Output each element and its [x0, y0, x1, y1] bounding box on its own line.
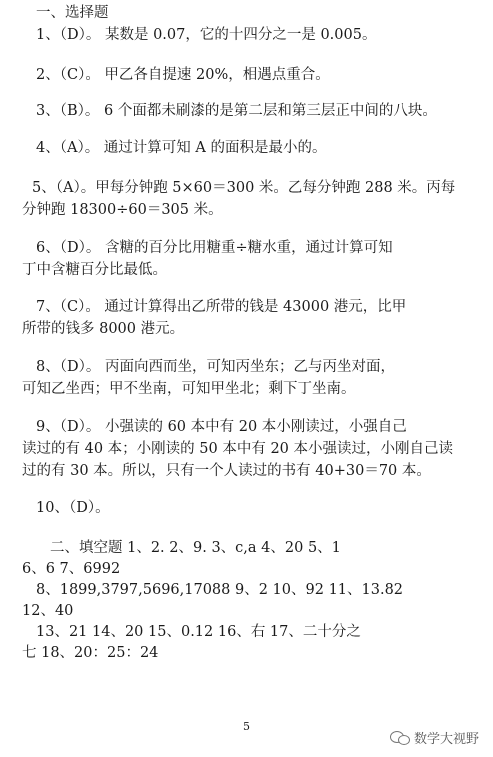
choice-item-6-line-1: 6、（D）。 含糖的百分比用糖重÷糖水重，通过计算可知: [36, 240, 393, 256]
fill-line-2: 6、6 7、6992: [22, 561, 121, 577]
choice-item-10: 10、（D）。: [36, 500, 110, 516]
choice-item-4: 4、（A）。 通过计算可知 A 的面积是最小的。: [36, 140, 327, 156]
choice-item-3: 3、（B）。 6 个面都未刷漆的是第二层和第三层正中间的八块。: [36, 103, 437, 119]
choice-item-7-line-2: 所带的钱多 8000 港元。: [22, 321, 185, 337]
section-title-choice: 一、选择题: [36, 5, 109, 21]
fill-line-1: 二、填空题 1、2. 2、9. 3、c,a 4、20 5、1: [50, 540, 341, 556]
choice-item-9-line-1: 9、（D）。 小强读的 60 本中有 20 本小刚读过，小强自己: [36, 419, 407, 435]
choice-item-8-line-1: 8、（D）。 丙面向西而坐，可知丙坐东；乙与丙坐对面，: [36, 359, 395, 375]
wechat-icon: [390, 730, 410, 746]
choice-item-7-line-1: 7、（C）。 通过计算得出乙所带的钱是 43000 港元，比甲: [36, 299, 407, 315]
watermark-text: 数学大视野: [413, 732, 479, 747]
choice-item-5-line-1: 5、（A）。甲每分钟跑 5×60＝300 米。乙每分钟跑 288 米。丙每: [32, 180, 456, 196]
page-number: 5: [243, 720, 250, 733]
watermark: [390, 728, 479, 747]
choice-item-9-line-2: 读过的有 40 本；小刚读的 50 本中有 20 本小强读过，小刚自己读: [22, 441, 454, 457]
choice-item-2: 2、（C）。 甲乙各自提速 20%，相遇点重合。: [36, 67, 330, 83]
fill-line-3: 8、1899,3797,5696,17088 9、2 10、92 11、13.82: [36, 582, 404, 598]
fill-line-5: 13、21 14、20 15、0.12 16、右 17、二十分之: [36, 624, 361, 640]
choice-item-6-line-2: 丁中含糖百分比最低。: [22, 262, 167, 278]
choice-item-1: 1、（D）。 某数是 0.07，它的十四分之一是 0.005。: [36, 27, 377, 43]
choice-item-5-line-2: 分钟跑 18300÷60＝305 米。: [22, 202, 223, 218]
fill-line-6: 七 18、20：25：24: [22, 645, 159, 661]
fill-line-4: 12、40: [22, 603, 74, 619]
choice-item-9-line-3: 过的有 30 本。所以，只有一个人读过的书有 40+30＝70 本。: [22, 463, 431, 479]
choice-item-8-line-2: 可知乙坐西；甲不坐南，可知甲坐北；剩下丁坐南。: [22, 381, 356, 397]
